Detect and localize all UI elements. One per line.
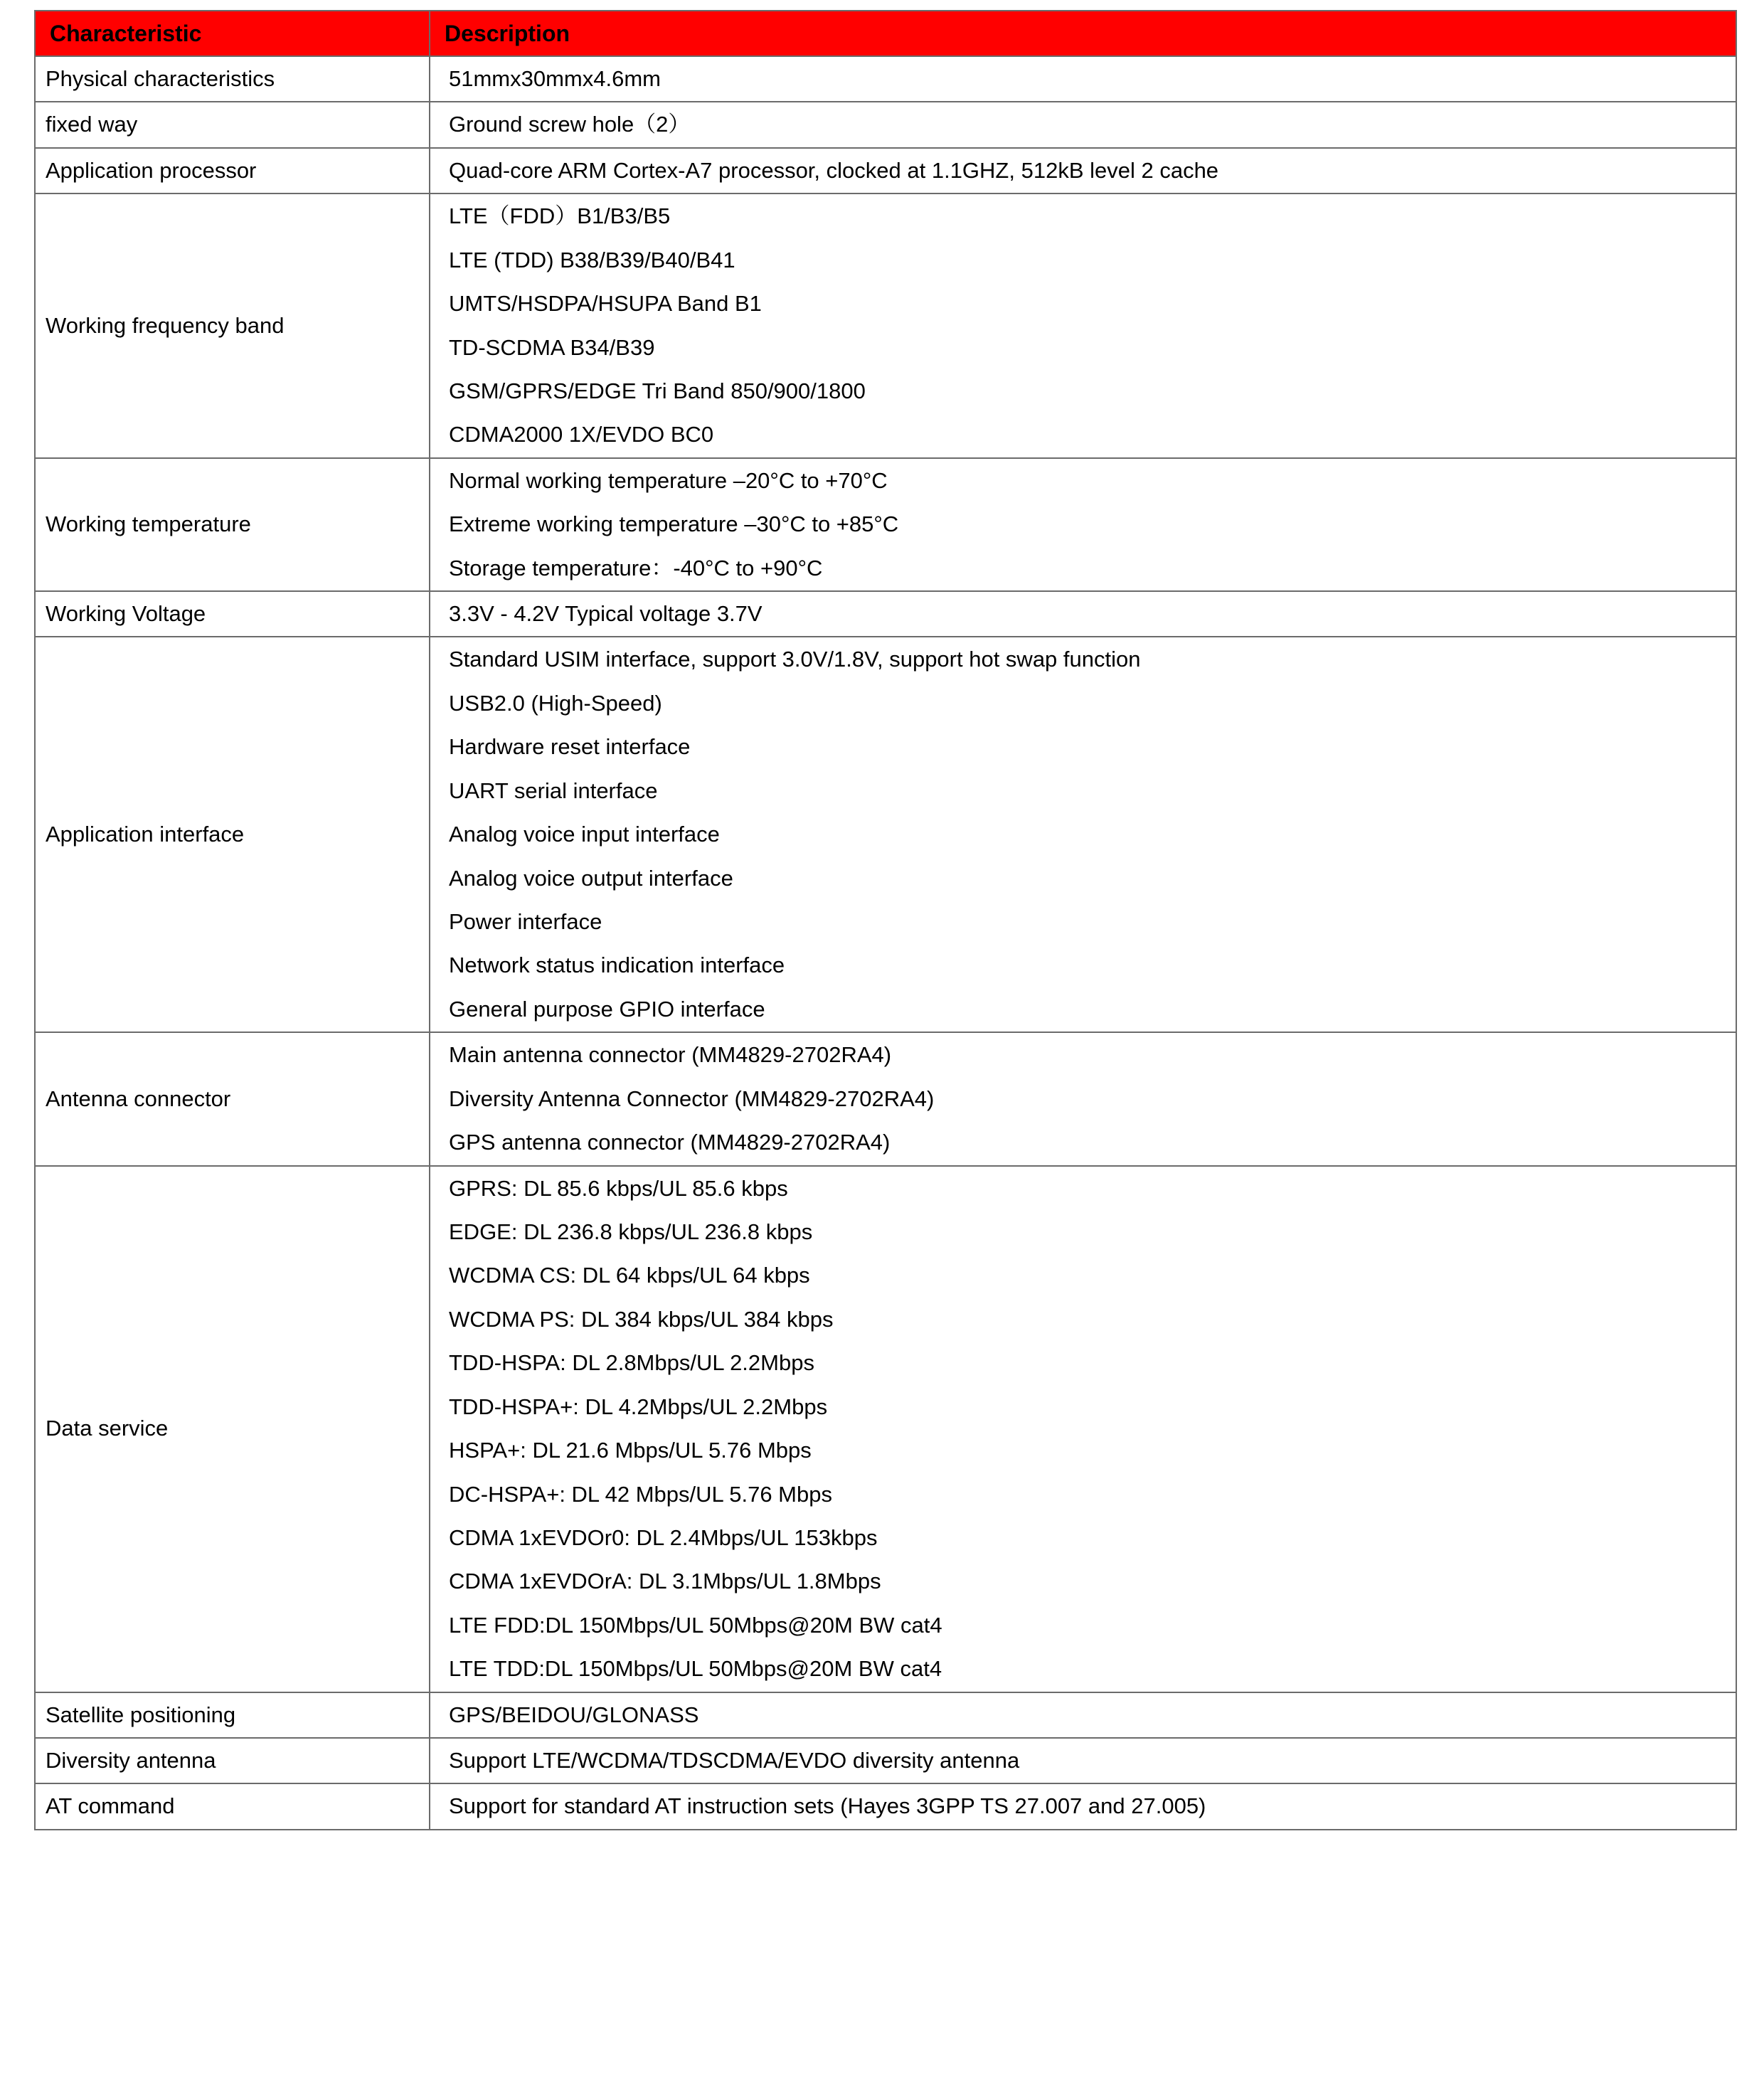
cell-characteristic — [35, 458, 430, 591]
description-line: CDMA 1xEVDOrA: DL 3.1Mbps/UL 1.8Mbps — [449, 1569, 881, 1594]
characteristic-label: Diversity antenna — [46, 1748, 216, 1773]
description-line: Analog voice output interface — [449, 865, 733, 891]
description-lines — [445, 647, 1726, 1022]
cell-description — [430, 1166, 1736, 1692]
table-row — [35, 56, 1736, 102]
cell-description — [430, 148, 1736, 193]
cell-description — [430, 591, 1736, 637]
characteristic-label: Satellite positioning — [46, 1702, 236, 1727]
characteristic-label: Working frequency band — [46, 312, 285, 338]
description-line: TDD-HSPA: DL 2.8Mbps/UL 2.2Mbps — [449, 1350, 814, 1376]
characteristic-label: Working temperature — [46, 511, 251, 537]
table-row — [35, 591, 1736, 637]
description-line: LTE（FDD）B1/B3/B5 — [449, 203, 671, 229]
description-line: Main antenna connector (MM4829-2702RA4) — [449, 1042, 892, 1068]
table-body — [35, 56, 1736, 1830]
cell-description — [430, 1032, 1736, 1165]
cell-characteristic — [35, 591, 430, 637]
description-line: WCDMA PS: DL 384 kbps/UL 384 kbps — [449, 1306, 834, 1332]
description-line: Extreme working temperature –30°C to +85°C — [449, 511, 899, 537]
description-line: GPS/BEIDOU/GLONASS — [449, 1702, 699, 1727]
description-lines — [445, 468, 1726, 581]
description-line: 3.3V - 4.2V Typical voltage 3.7V — [449, 601, 763, 627]
characteristic-label: Application interface — [46, 822, 245, 847]
cell-characteristic — [35, 1738, 430, 1783]
description-line: USB2.0 (High-Speed) — [449, 690, 662, 716]
table-row — [35, 148, 1736, 193]
description-line: 51mmx30mmx4.6mm — [449, 66, 661, 91]
table-row — [35, 1166, 1736, 1692]
cell-description — [430, 637, 1736, 1032]
cell-description — [430, 1692, 1736, 1738]
table-row — [35, 193, 1736, 458]
description-line: Analog voice input interface — [449, 822, 720, 847]
description-line: CDMA 1xEVDOr0: DL 2.4Mbps/UL 153kbps — [449, 1524, 878, 1550]
cell-description — [430, 1783, 1736, 1829]
cell-description — [430, 1738, 1736, 1783]
description-line: DC-HSPA+: DL 42 Mbps/UL 5.76 Mbps — [449, 1481, 832, 1507]
cell-description — [430, 56, 1736, 102]
description-line: Storage temperature：-40°C to +90°C — [449, 555, 823, 580]
description-lines — [445, 203, 1726, 448]
column-header-characteristic-label: Characteristic — [50, 20, 202, 46]
description-line: GSM/GPRS/EDGE Tri Band 850/900/1800 — [449, 378, 866, 403]
description-line: TD-SCDMA B34/B39 — [449, 334, 655, 360]
table-header — [35, 11, 1736, 56]
cell-characteristic — [35, 637, 430, 1032]
column-header-characteristic — [35, 11, 430, 56]
description-line: LTE FDD:DL 150Mbps/UL 50Mbps@20M BW cat4 — [449, 1612, 942, 1638]
description-line: WCDMA CS: DL 64 kbps/UL 64 kbps — [449, 1263, 810, 1288]
description-line: LTE TDD:DL 150Mbps/UL 50Mbps@20M BW cat4 — [449, 1656, 942, 1682]
table-row — [35, 1783, 1736, 1829]
description-line: HSPA+: DL 21.6 Mbps/UL 5.76 Mbps — [449, 1438, 812, 1463]
cell-description — [430, 102, 1736, 147]
characteristic-label: fixed way — [46, 112, 138, 137]
description-line: Standard USIM interface, support 3.0V/1.8V, support hot swap function — [449, 647, 1141, 672]
column-header-description — [430, 11, 1736, 56]
cell-characteristic — [35, 1692, 430, 1738]
description-line: General purpose GPIO interface — [449, 996, 765, 1022]
cell-description — [430, 193, 1736, 458]
cell-characteristic — [35, 1166, 430, 1692]
cell-characteristic — [35, 193, 430, 458]
description-line: Normal working temperature –20°C to +70°C — [449, 467, 888, 493]
description-line: UMTS/HSDPA/HSUPA Band B1 — [449, 291, 762, 317]
specifications-table — [34, 10, 1737, 1830]
cell-description — [430, 458, 1736, 591]
description-line: Support LTE/WCDMA/TDSCDMA/EVDO diversity antenna — [449, 1748, 1020, 1773]
cell-characteristic — [35, 102, 430, 147]
description-line: Diversity Antenna Connector (MM4829-2702RA4) — [449, 1086, 935, 1111]
description-line: Support for standard AT instruction sets (Hayes 3GPP TS 27.007 and 27.005) — [449, 1793, 1206, 1819]
description-line: Network status indication interface — [449, 953, 785, 978]
characteristic-label: Data service — [46, 1416, 169, 1441]
description-line: CDMA2000 1X/EVDO BC0 — [449, 422, 714, 447]
description-line: UART serial interface — [449, 778, 658, 803]
table-header-row — [35, 11, 1736, 56]
cell-characteristic — [35, 1783, 430, 1829]
column-header-description-label: Description — [445, 20, 570, 46]
description-line: Ground screw hole（2） — [449, 112, 691, 137]
description-line: LTE (TDD) B38/B39/B40/B41 — [449, 247, 735, 272]
description-line: GPS antenna connector (MM4829-2702RA4) — [449, 1130, 891, 1155]
table-row — [35, 102, 1736, 147]
description-lines — [445, 1176, 1726, 1682]
characteristic-label: Physical characteristics — [46, 66, 275, 91]
description-line: Hardware reset interface — [449, 734, 691, 760]
description-lines — [445, 1042, 1726, 1155]
characteristic-label: Working Voltage — [46, 601, 206, 627]
description-line: TDD-HSPA+: DL 4.2Mbps/UL 2.2Mbps — [449, 1394, 828, 1419]
table-row — [35, 1738, 1736, 1783]
table-row — [35, 1032, 1736, 1165]
description-line: GPRS: DL 85.6 kbps/UL 85.6 kbps — [449, 1175, 788, 1201]
cell-characteristic — [35, 56, 430, 102]
characteristic-label: AT command — [46, 1793, 175, 1819]
description-line: Power interface — [449, 909, 602, 935]
table-row — [35, 458, 1736, 591]
cell-characteristic — [35, 148, 430, 193]
description-line: EDGE: DL 236.8 kbps/UL 236.8 kbps — [449, 1219, 813, 1244]
characteristic-label: Application processor — [46, 157, 257, 183]
cell-characteristic — [35, 1032, 430, 1165]
table-row — [35, 1692, 1736, 1738]
table-row — [35, 637, 1736, 1032]
description-line: Quad-core ARM Cortex-A7 processor, clocked at 1.1GHZ, 512kB level 2 cache — [449, 157, 1219, 183]
characteristic-label: Antenna connector — [46, 1086, 231, 1111]
